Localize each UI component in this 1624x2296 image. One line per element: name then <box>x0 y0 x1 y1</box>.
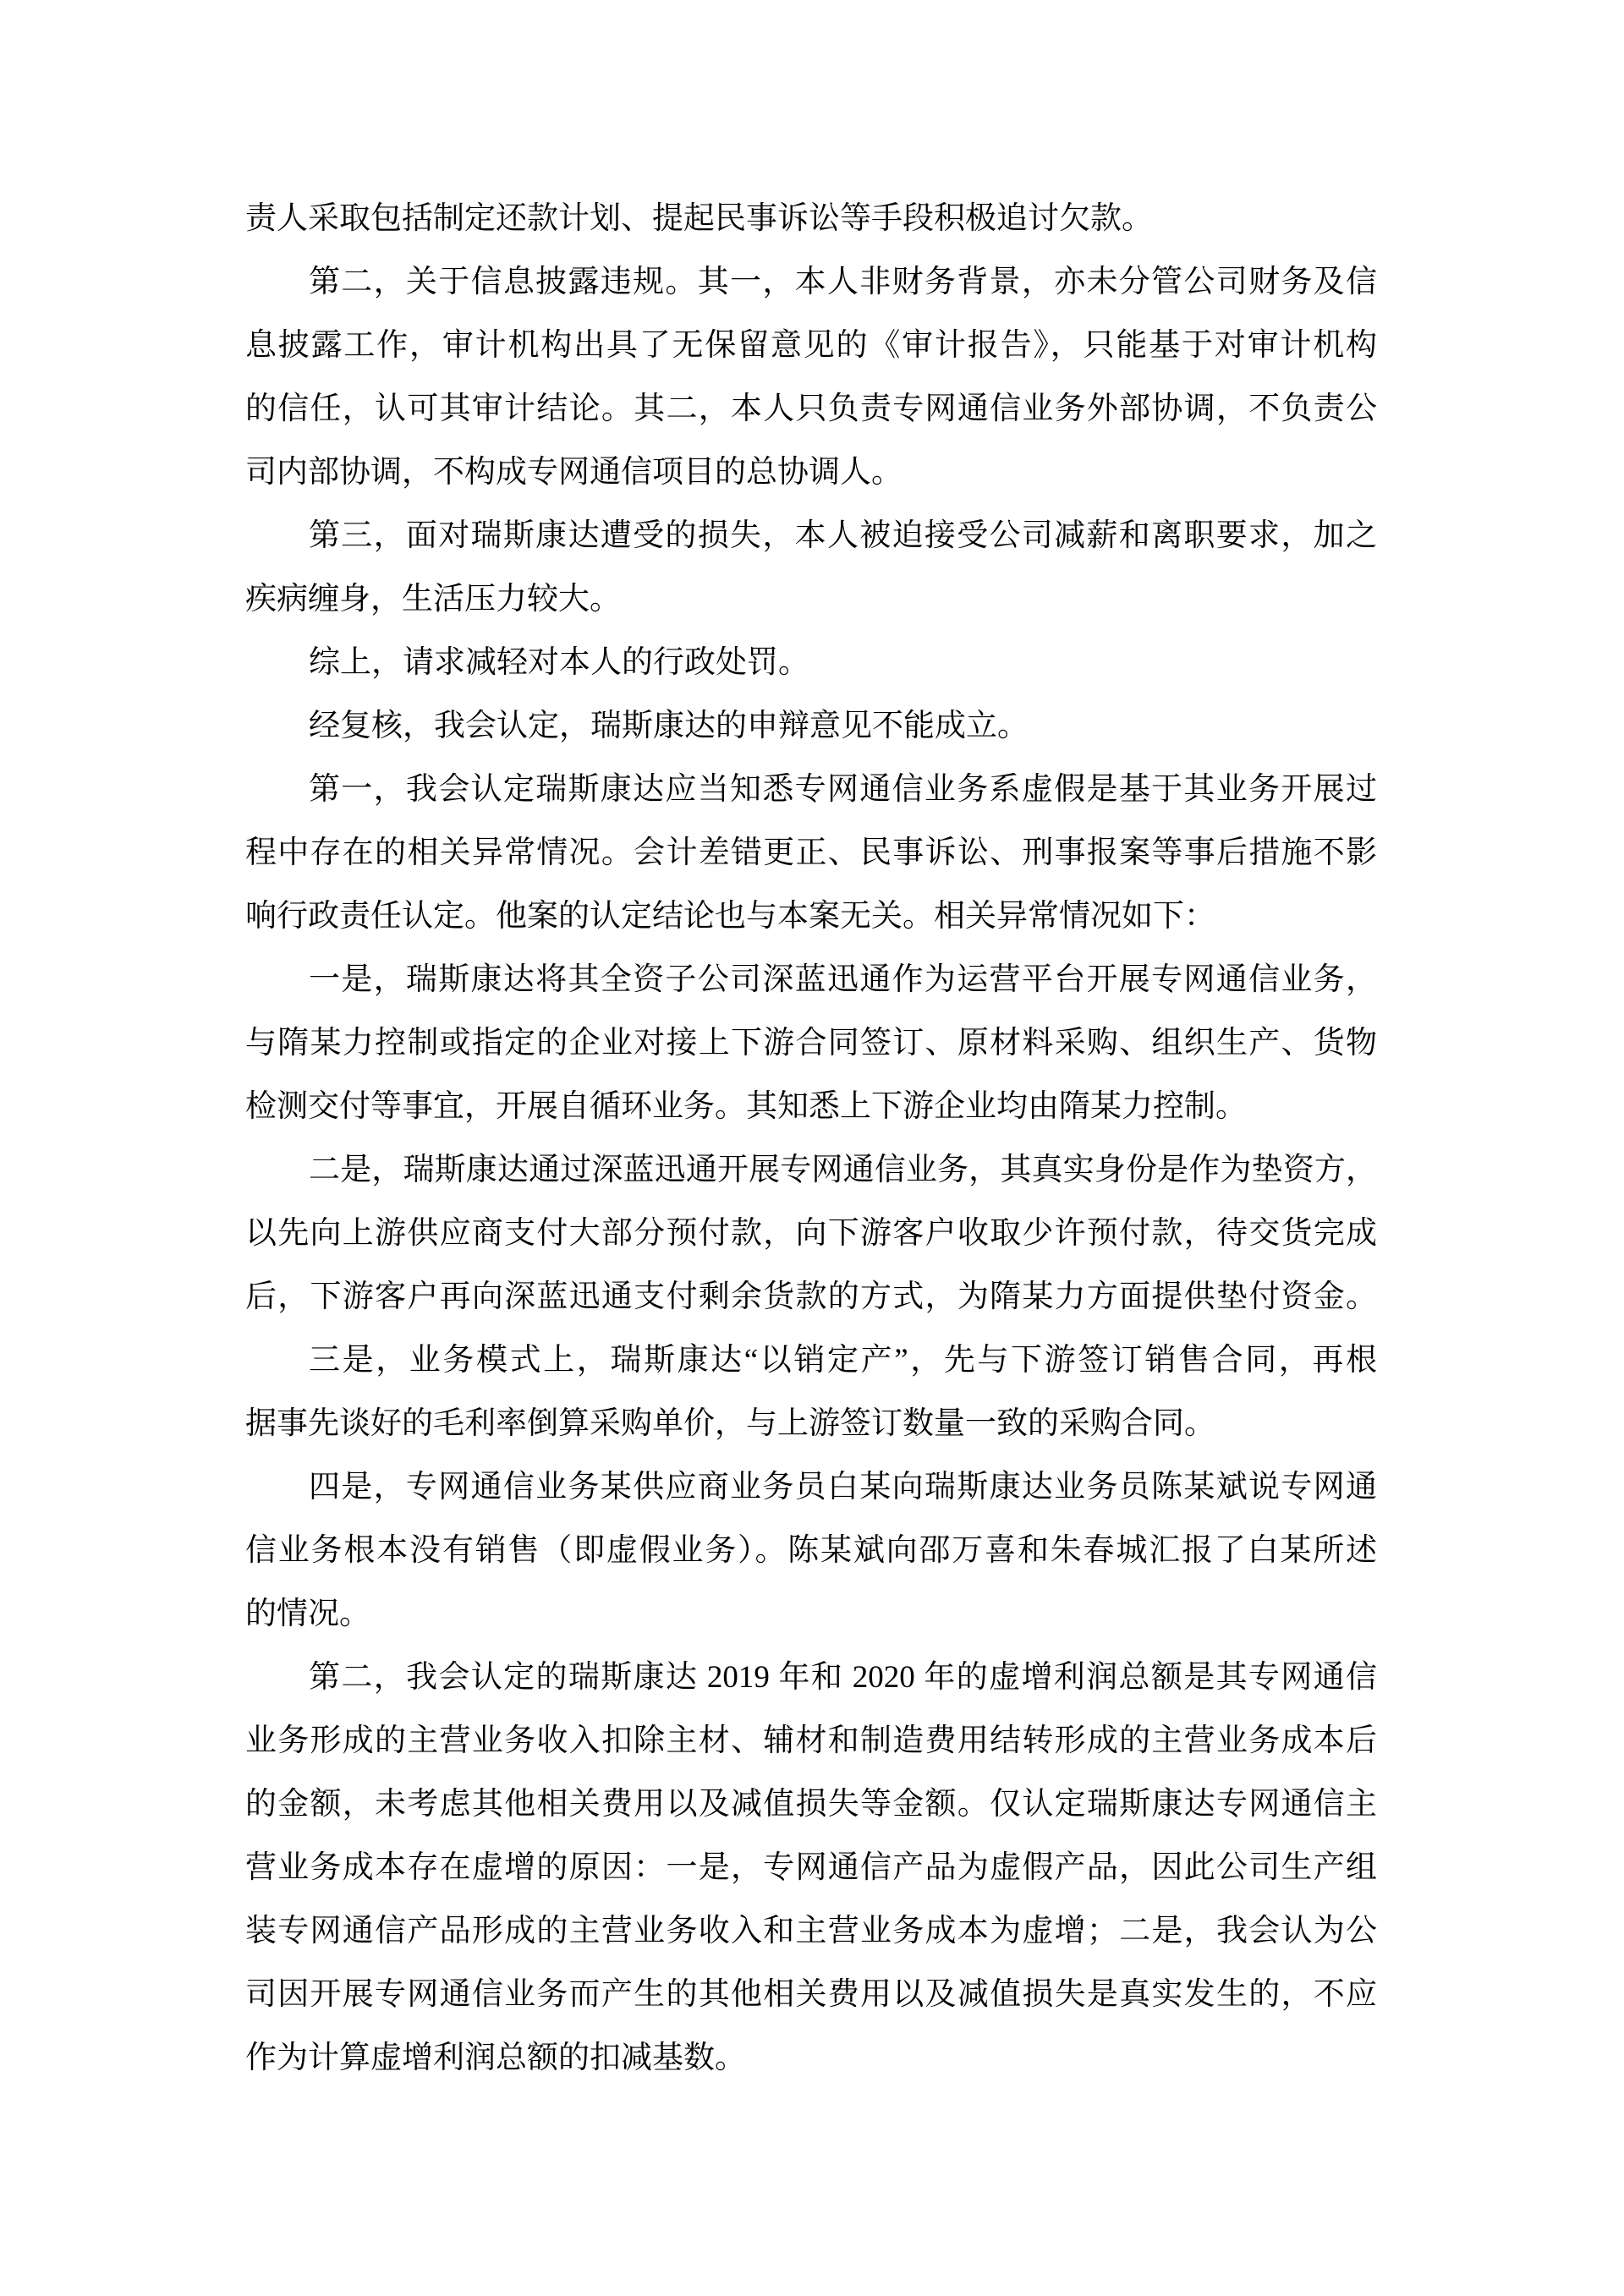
text-line: 一是，瑞斯康达将其全资子公司深蓝迅通作为运营平台开展专网通信业务， <box>309 962 1377 997</box>
text-line: 第二，关于信息披露违规。其一，本人非财务背景，亦未分管公司财务及信 <box>309 265 1377 299</box>
text-line: 后，下游客户再向深蓝迅通支付剩余货款的方式，为隋某力方面提供垫付资金。 <box>245 1280 1377 1314</box>
text-line: 四是，专网通信业务某供应商业务员白某向瑞斯康达业务员陈某斌说专网通 <box>309 1470 1377 1504</box>
text-line: 综上，请求减轻对本人的行政处罚。 <box>309 645 809 680</box>
text-line: 的信任，认可其审计结论。其二，本人只负责专网通信业务外部协调，不负责公 <box>245 392 1377 426</box>
text-line: 业务形成的主营业务收入扣除主材、辅材和制造费用结转形成的主营业务成本后 <box>245 1723 1377 1758</box>
text-line: 二是，瑞斯康达通过深蓝迅通开展专网通信业务，其真实身份是作为垫资方， <box>309 1153 1377 1187</box>
text-line: 司内部协调，不构成专网通信项目的总协调人。 <box>245 455 903 490</box>
text-line: 与隋某力控制或指定的企业对接上下游合同签订、原材料采购、组织生产、货物 <box>245 1026 1377 1060</box>
text-line: 疾病缠身，生活压力较大。 <box>245 582 621 616</box>
text-line: 响行政责任认定。他案的认定结论也与本案无关。相关异常情况如下： <box>245 899 1215 934</box>
text-line: 信业务根本没有销售（即虚假业务）。陈某斌向邵万喜和朱春城汇报了白某所述 <box>245 1533 1377 1568</box>
text-line: 第三，面对瑞斯康达遭受的损失，本人被迫接受公司减薪和离职要求，加之 <box>309 518 1377 553</box>
text-line: 三是，业务模式上，瑞斯康达“以销定产”，先与下游签订销售合同，再根 <box>309 1343 1377 1378</box>
text-line: 装专网通信产品形成的主营业务收入和主营业务成本为虚增；二是，我会认为公 <box>245 1914 1377 1948</box>
text-line: 责人采取包括制定还款计划、提起民事诉讼等手段积极追讨欠款。 <box>245 201 1153 236</box>
text-line: 据事先谈好的毛利率倒算采购单价，与上游签订数量一致的采购合同。 <box>245 1406 1215 1441</box>
text-line: 以先向上游供应商支付大部分预付款，向下游客户收取少许预付款，待交货完成 <box>245 1216 1377 1251</box>
text-line: 第一，我会认定瑞斯康达应当知悉专网通信业务系虚假是基于其业务开展过 <box>309 772 1377 807</box>
text-line: 检测交付等事宜，开展自循环业务。其知悉上下游企业均由隋某力控制。 <box>245 1089 1247 1124</box>
text-line: 作为计算虚增利润总额的扣减基数。 <box>245 2041 746 2075</box>
text-line: 营业务成本存在虚增的原因：一是，专网通信产品为虚假产品，因此公司生产组 <box>245 1850 1377 1885</box>
text-line: 的金额，未考虑其他相关费用以及减值损失等金额。仅认定瑞斯康达专网通信主 <box>245 1787 1377 1822</box>
text-line: 的情况。 <box>245 1597 370 1631</box>
text-line: 第二，我会认定的瑞斯康达 2019 年和 2020 年的虚增利润总额是其专网通信 <box>309 1660 1377 1695</box>
text-line: 经复核，我会认定，瑞斯康达的申辩意见不能成立。 <box>309 709 1029 743</box>
text-line: 程中存在的相关异常情况。会计差错更正、民事诉讼、刑事报案等事后措施不影 <box>245 836 1377 870</box>
document-text-block <box>245 187 1377 2090</box>
text-line: 司因开展专网通信业务而产生的其他相关费用以及减值损失是真实发生的，不应 <box>245 1977 1377 2012</box>
text-line: 息披露工作，审计机构出具了无保留意见的《审计报告》，只能基于对审计机构 <box>245 328 1377 363</box>
